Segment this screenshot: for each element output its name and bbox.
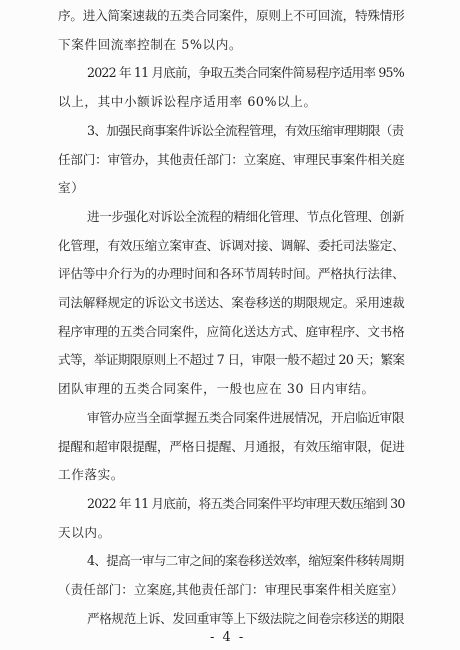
body-line-15: 审管办应当全面掌握五类合同案件进展情况，开启临近审限 [87, 409, 405, 425]
body-line-21: （责任部门：立案庭,其他责任部门：审理民事案件相关庭室） [58, 582, 404, 597]
body-line-4: 以上，其中小额诉讼程序适用率 60%以上。 [58, 94, 317, 110]
page-number: - 4 - [210, 630, 246, 645]
body-line-20: 4、提高一审与二审之间的案卷移送效率，缩短案件移转周期 [87, 553, 404, 569]
body-line-17: 工作落实。 [58, 467, 124, 483]
body-line-16: 提醒和超审限提醒，严格日提醒、月通报，有效压缩审限，促进 [58, 438, 405, 454]
body-line-7: 室） [58, 180, 85, 196]
body-line-9: 化管理，有效压缩立案审查、诉调对接、调解、委托司法鉴定、 [58, 237, 405, 253]
body-line-13: 式等，举证期限原则上不超过 7 日，审限一般不超过 20 天；繁案 [58, 352, 405, 368]
body-line-19: 天以内。 [58, 524, 111, 540]
body-line-18: 2022 年 11 月底前，将五类合同案件平均审理天数压缩到 30 [87, 495, 405, 511]
body-line-8: 进一步强化对诉讼全流程的精细化管理、节点化管理、创新 [87, 208, 405, 224]
body-line-5: 3、加强民商事案件诉讼全流程管理，有效压缩审理期限（责 [87, 122, 404, 138]
body-line-1: 序。进入简案速裁的五类合同案件，原则上不可回流，特殊情形 [58, 8, 405, 23]
body-line-3: 2022 年 11 月底前，争取五类合同案件简易程序适用率 95% [87, 65, 404, 81]
body-line-10: 评估等中介行为的办理时间和各环节周转时间。严格执行法律、 [58, 266, 405, 282]
body-line-12: 程序审理的五类合同案件，应简化送达方式、庭审程序、文书格 [58, 323, 405, 339]
body-line-11: 司法解释规定的诉讼文书送达、案卷移送的期限规定。采用速裁 [58, 295, 405, 310]
body-line-14: 团队审理的五类合同案件，一般也应在 30 日内审结。 [58, 381, 375, 397]
body-line-22: 严格规范上诉、发回重审等上下级法院之间卷宗移送的期限 [87, 610, 405, 626]
body-line-2: 下案件回流率控制在 5%以内。 [58, 36, 243, 52]
body-line-6: 任部门：审管办，其他责任部门：立案庭、审理民事案件相关庭 [58, 151, 405, 167]
